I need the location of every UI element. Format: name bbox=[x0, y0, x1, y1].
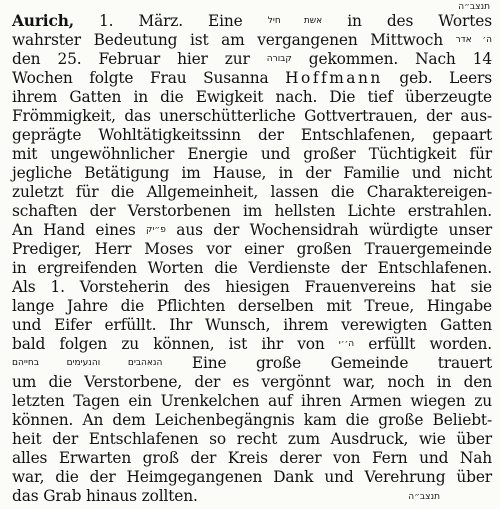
article-line: mit ungewöhnlicher Energie und großer Tüchtigkeit für bbox=[12, 145, 492, 163]
article-line bbox=[12, 335, 492, 354]
article-text: An Hand eines bbox=[12, 221, 147, 239]
article-text: Eine große Gemeinde trauert bbox=[162, 354, 492, 372]
article-line: ihrem Gatten in die Ewigkeit nach. Die tief überzeugte bbox=[12, 88, 492, 106]
article-line: alles Erwarten groß der Kreis derer von Fern und Nah bbox=[12, 449, 492, 467]
article-line bbox=[12, 69, 492, 88]
article-text: 1. März. Eine bbox=[73, 12, 268, 30]
hebrew-phrase: קבורה bbox=[266, 54, 292, 64]
article-line: lange Jahre die Pflichten derselben mit Treue, Hingabe bbox=[12, 297, 492, 315]
article-text: erfüllt worden. bbox=[354, 335, 492, 353]
article-line: das Grab hinaus zollten. bbox=[12, 487, 198, 505]
article-line: schaften der Verstorbenen im hellsten Lichte erstrahlen. bbox=[12, 202, 492, 220]
article-line bbox=[12, 31, 492, 50]
article-line bbox=[12, 354, 492, 373]
hebrew-phrase: פ״יק bbox=[146, 225, 166, 235]
article-line: Prediger, Herr Moses vor einer großen Trauergemeinde bbox=[12, 240, 492, 258]
article-line: Frömmigkeit, das unerschütterliche Gottvertrauen, der aus- bbox=[12, 107, 492, 125]
article-line: in ergreifenden Worten die Verdienste der Entschlafenen. bbox=[12, 259, 492, 277]
article-text: in des Wortes bbox=[322, 12, 492, 30]
article-line bbox=[12, 50, 492, 69]
article-line: heit der Entschlafenen so recht zum Ausdruck, wie über bbox=[12, 430, 492, 448]
surname: Hoffmann bbox=[285, 69, 383, 87]
article-text: geb. Leers bbox=[382, 69, 493, 87]
article-text: aus der Wochensidrah würdigte unser bbox=[165, 221, 492, 239]
hebrew-phrase: הנאהבים והנעימים בחייהם bbox=[12, 358, 163, 368]
article-line: und Eifer erfüllt. Ihr Wunsch, ihrem verewigten Gatten bbox=[12, 316, 492, 334]
article-line: Als 1. Vorsteherin des hiesigen Frauenvereins hat sie bbox=[12, 278, 492, 296]
top-hebrew-marker: תנצב״ה bbox=[458, 2, 490, 12]
article-line: um die Verstorbene, der es vergönnt war, noch in den bbox=[12, 373, 492, 391]
hebrew-phrase: אשת חיל bbox=[267, 16, 323, 26]
article-line: geprägte Wohltätigkeitssinn der Entschlafenen, gepaart bbox=[12, 126, 492, 144]
article-text: den 25. Februar hier zur bbox=[12, 50, 267, 68]
bottom-hebrew-marker: תנצב״ה bbox=[408, 492, 440, 502]
article-line bbox=[12, 221, 492, 240]
article-line: war, die der Heimgegangenen Dank und Verehrung über bbox=[12, 468, 492, 486]
article-text: bald folgen zu können, ist ihr von bbox=[12, 335, 339, 353]
hebrew-phrase: ה׳ אדר bbox=[455, 35, 492, 45]
article-text: Wochen folgte Frau Susanna bbox=[12, 69, 286, 87]
hebrew-phrase: ה׳׳י bbox=[338, 339, 355, 349]
article-line bbox=[12, 12, 492, 31]
article-line: können. An dem Leichenbegängnis kam die große Beliebt- bbox=[12, 411, 492, 429]
article-text: gekommen. Nach 14 bbox=[291, 50, 492, 68]
article-line: letzten Tagen ein Urenkelchen auf ihren Armen wiegen zu bbox=[12, 392, 492, 410]
article-line: jegliche Betätigung im Hause, in der Familie und nicht bbox=[12, 164, 492, 182]
article-dateline-place: Aurich, bbox=[12, 12, 74, 30]
article-line: zuletzt für die Allgemeinheit, lassen die Charaktereigen- bbox=[12, 183, 492, 201]
article-text: wahrster Bedeutung ist am vergangenen Mittwoch bbox=[12, 31, 456, 49]
